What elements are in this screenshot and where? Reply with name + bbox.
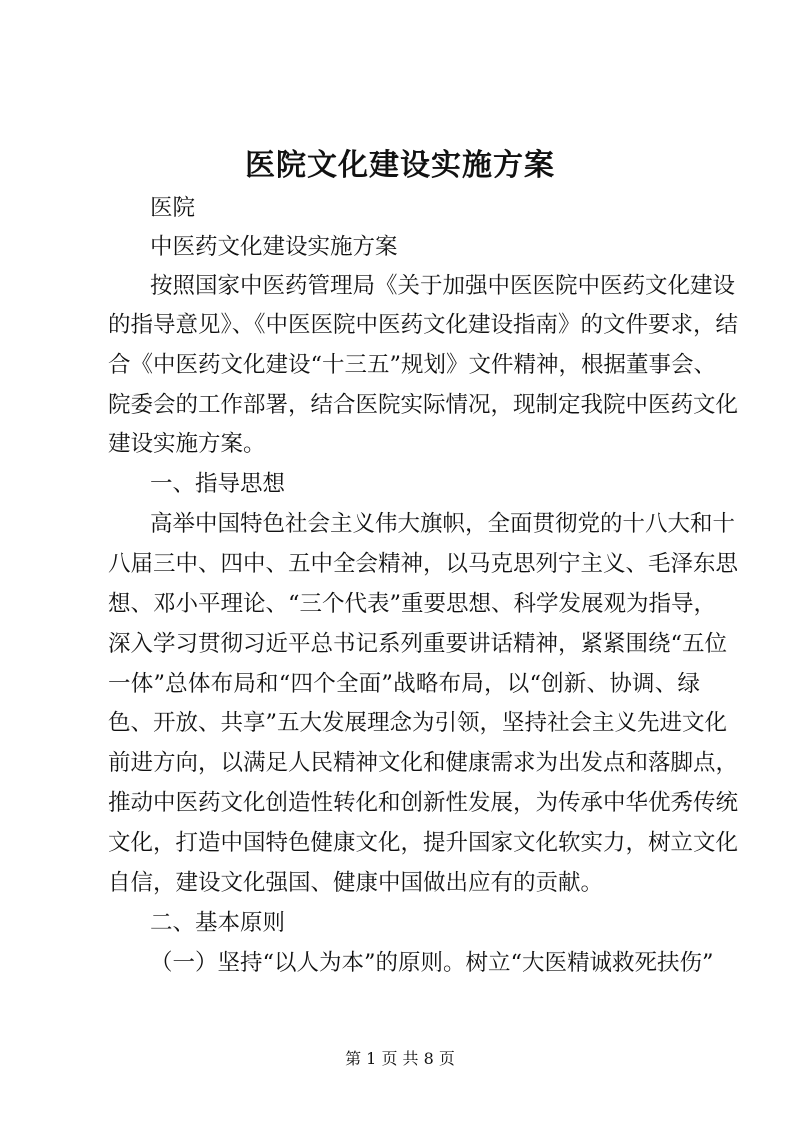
text-line: 色、开放、共享”五大发展理念为引领，坚持社会主义先进文化 — [108, 710, 728, 736]
document-title: 医院文化建设实施方案 — [245, 148, 555, 183]
text-line: 推动中医药文化创造性转化和创新性发展，为传承中华优秀传统 — [108, 790, 739, 816]
text-line: 中医药文化建设实施方案 — [150, 234, 398, 260]
text-line: 文化，打造中国特色健康文化，提升国家文化软实力，树立文化 — [108, 830, 739, 856]
section-heading: 二、基本原则 — [150, 910, 286, 936]
text-line: 合《中医药文化建设“十三五”规划》文件精神，根据董事会、 — [108, 352, 717, 378]
text-line: 自信，建设文化强国、健康中国做出应有的贡献。 — [108, 870, 604, 896]
text-line: 一体”总体布局和“四个全面”战略布局，以“创新、协调、绿 — [108, 671, 700, 697]
text-line: 高举中国特色社会主义伟大旗帜，全面贯彻党的十八大和十 — [150, 511, 736, 537]
section-heading: 一、指导思想 — [150, 471, 286, 497]
text-line: 建设实施方案。 — [108, 431, 266, 457]
page-footer: 第 1 页 共 8 页 — [345, 1049, 455, 1068]
text-line: 医院 — [150, 195, 196, 221]
text-line: 按照国家中医药管理局《关于加强中医医院中医药文化建设 — [150, 273, 736, 299]
text-line: 院委会的工作部署，结合医院实际情况，现制定我院中医药文化 — [108, 392, 739, 418]
text-line: 的指导意见》、《中医医院中医药文化建设指南》的文件要求，结 — [108, 312, 739, 338]
text-line: （一）坚持“以人为本”的原则。树立“大医精诚救死扶伤” — [150, 950, 714, 976]
text-line: 前进方向，以满足人民精神文化和健康需求为出发点和落脚点， — [108, 750, 739, 776]
text-line: 想、邓小平理论、“三个代表”重要思想、科学发展观为指导， — [108, 591, 717, 617]
text-line: 深入学习贯彻习近平总书记系列重要讲话精神，紧紧围绕“五位 — [108, 631, 728, 657]
text-line: 八届三中、四中、五中全会精神，以马克思列宁主义、毛泽东思 — [108, 551, 739, 577]
